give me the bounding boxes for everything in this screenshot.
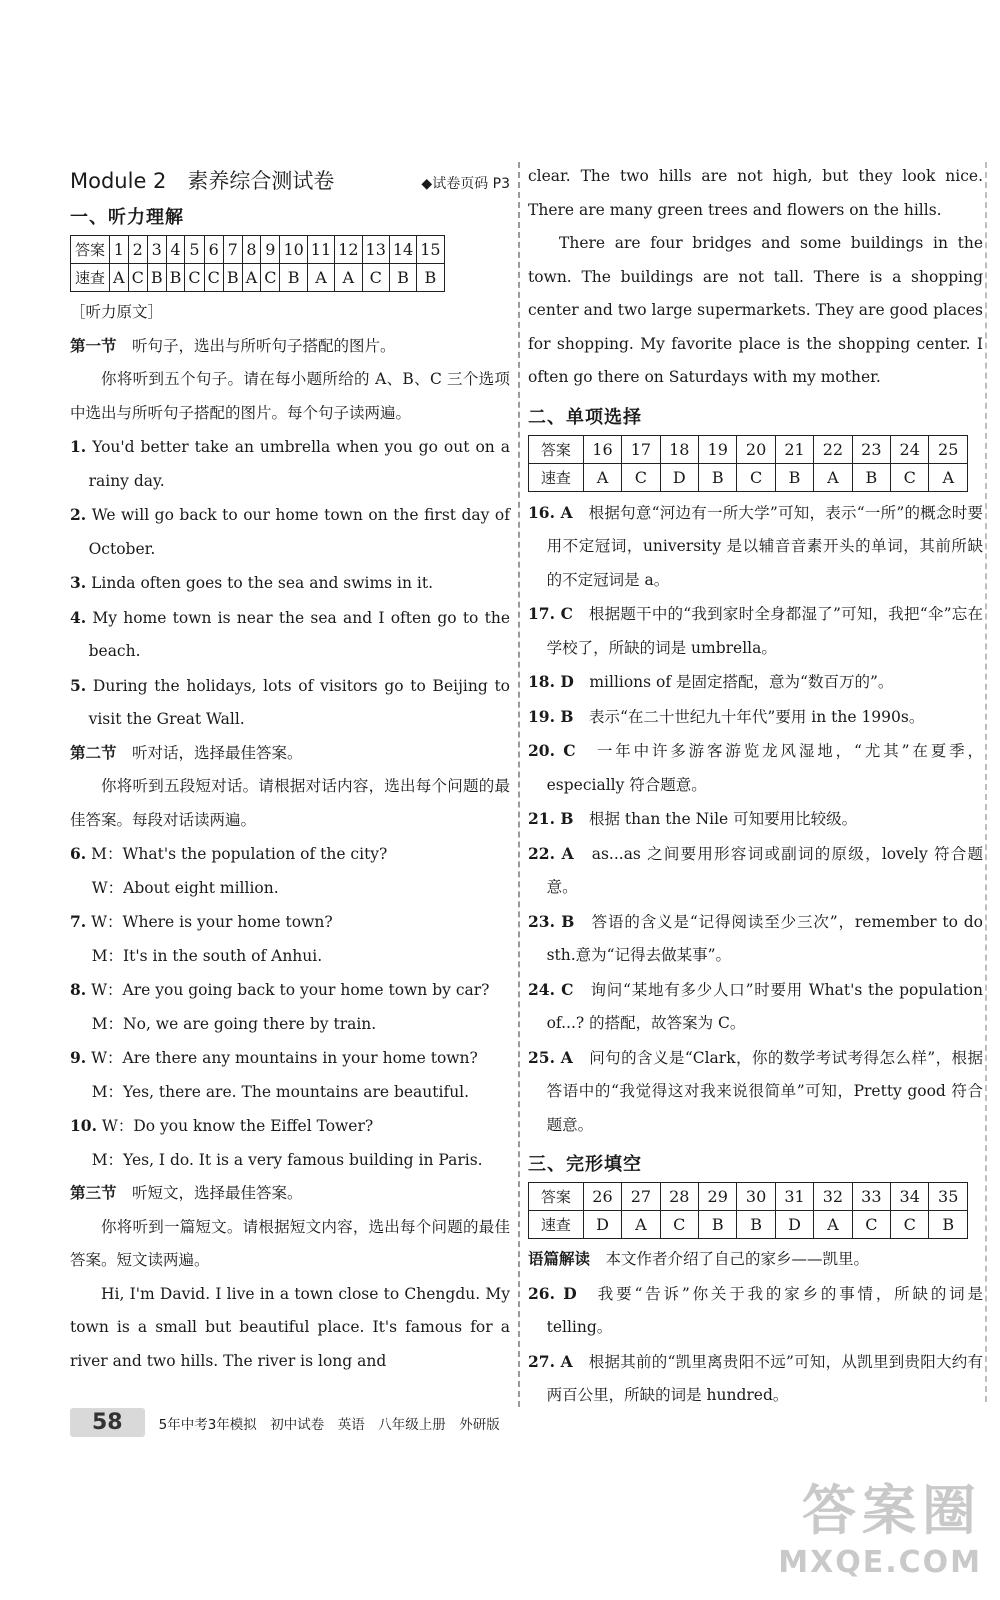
list-item: 5. During the holidays, lots of visitors go to Beijing to visit the Great Wall. — [70, 675, 511, 728]
passage-paragraph: There are four bridges and some buildings in the town. The buildings are not tall. There is a shopping center and two large supermarkets. They are good places for shopping. My favorite place is the shopping center. I often go there on Saturdays with my mother. — [528, 234, 983, 386]
book-info: 5年中考3年模拟 初中试卷 英语 八年级上册 外研版 — [158, 1416, 500, 1433]
transcript-label: ［听力原文］ — [70, 303, 164, 321]
dialogue-line: 6. M：What's the population of the city? — [70, 844, 388, 863]
dialogue-line: W：About eight million. — [91, 878, 279, 897]
explanation-item: 17. C 根据题干中的“我到家时全身都湿了”可知，我把“伞”忘在学校了，所缺的词是 umbrella。 — [528, 604, 984, 657]
explanation-item: 23. B 答语的含义是“记得阅读至少三次”，remember to do sth.意为“记得去做某事”。 — [528, 911, 983, 964]
section-choice-title: 二、单项选择 — [528, 406, 642, 428]
explanation-item: 20. C 一年中许多游客游览龙风湿地，“尤其”在夏季，especially 符合题意。 — [528, 741, 983, 794]
answer-table-26-35 — [528, 1182, 968, 1239]
dialogue-line: M：It's in the south of Anhui. — [91, 946, 323, 965]
watermark-logo — [778, 1468, 982, 1580]
page-footer — [70, 1408, 500, 1437]
explanation-item: 26. D 我要“告诉”你关于我的家乡的事情，所缺的词是 telling。 — [528, 1283, 983, 1336]
dialogue-line: M：No, we are going there by train. — [91, 1014, 377, 1033]
part1-heading: 第一节 听句子，选出与所听句子搭配的图片。 — [70, 336, 396, 355]
list-item: 2. We will go back to our home town on the first day of October. — [70, 505, 510, 558]
page-title: Module 2 素养综合测试卷 — [70, 169, 335, 193]
page-edge-dash — [985, 162, 987, 1402]
table-row: 速查 A C D B C B A B C A — [529, 463, 968, 491]
part3-heading: 第三节 听短文，选择最佳答案。 — [70, 1184, 303, 1202]
explanation-item: 16. A 根据句意“河边有一所大学”可知，表示“一所”的概念时要用不定冠词，university 是以辅音音素开头的单词，其前所缺的不定冠词是 a。 — [528, 502, 984, 589]
part1-instructions: 你将听到五个句子。请在每小题所给的 A、B、C 三个选项中选出与所听句子搭配的图片。每个句子读两遍。 — [70, 370, 510, 422]
dialogue-line: 9. W：Are there any mountains in your home town? — [70, 1048, 478, 1067]
explanation-item: 22. A as...as 之间要用形容词或副词的原级，lovely 符合题意。 — [528, 843, 983, 896]
dialogue-line: 7. W：Where is your home town? — [70, 912, 333, 931]
table-row: 答案 16 17 18 19 20 21 22 23 24 25 — [529, 435, 968, 463]
reading-summary: 语篇解读 本文作者介绍了自己的家乡——凯里。 — [528, 1250, 870, 1268]
dialogue-line: M：Yes, I do. It is a very famous building in Paris. — [91, 1150, 483, 1169]
watermark-text: 答案圈 — [802, 1479, 982, 1542]
table-row: 答案 26 27 28 29 30 31 32 33 34 35 — [529, 1183, 968, 1211]
passage-paragraph: clear. The two hills are not high, but they look nice. There are many green trees and flowers on the hills. — [528, 167, 983, 219]
column-divider — [518, 162, 520, 1407]
list-item: 4. My home town is near the sea and I often go to the beach. — [70, 607, 510, 660]
explanation-item: 21. B 根据 than the Nile 可知要用比较级。 — [528, 809, 858, 828]
part3-instructions: 你将听到一篇短文。请根据短文内容，选出每个问题的最佳答案。短文读两遍。 — [70, 1217, 510, 1269]
part2-heading: 第二节 听对话，选择最佳答案。 — [70, 743, 303, 762]
table-row: 速查 D A C B B D A C C B — [529, 1211, 968, 1239]
explanation-item: 24. C 询问“某地有多少人口”时要用 What's the population of...? 的搭配，故答案为 C。 — [528, 979, 983, 1032]
watermark-url: MXQE.COM — [778, 1545, 982, 1580]
list-item: 1. You'd better take an umbrella when you go out on a rainy day. — [70, 437, 510, 490]
section-cloze-title: 三、完形填空 — [528, 1154, 642, 1175]
dialogue-line: 8. W：Are you going back to your home town by car? — [70, 980, 490, 999]
page-number: 58 — [70, 1408, 145, 1437]
list-item: 3. Linda often goes to the sea and swims in it. — [70, 573, 434, 592]
explanation-item: 25. A 问句的含义是“Clark，你的数学考试考得怎么样”，根据答语中的“我觉得这对我来说很简单”可知，Pretty good 符合题意。 — [528, 1047, 983, 1134]
dialogue-line: 10. W：Do you know the Eiffel Tower? — [70, 1116, 374, 1135]
section-listening-title: 一、听力理解 — [70, 207, 184, 228]
answer-table-1-15 — [70, 235, 445, 292]
part2-instructions: 你将听到五段短对话。请根据对话内容，选出每个问题的最佳答案。每段对话读两遍。 — [70, 777, 510, 829]
right-column — [528, 160, 983, 1413]
page-reference: ◆试卷页码 P3 — [421, 176, 510, 192]
explanation-item: 18. D millions of 是固定搭配，意为“数百万的”。 — [528, 672, 894, 691]
left-column — [70, 160, 510, 1378]
table-row: 速查 A C B B C C B A C B A A C B B — [71, 264, 445, 292]
explanation-item: 19. B 表示“在二十世纪九十年代”要用 in the 1990s。 — [528, 706, 925, 726]
explanation-item: 27. A 根据其前的“凯里离贵阳不远”可知，从凯里到贵阳大约有两百公里，所缺的词是 hundred。 — [528, 1351, 983, 1404]
header — [70, 165, 510, 195]
dialogue-line: M：Yes, there are. The mountains are beautiful. — [91, 1082, 470, 1101]
passage-paragraph: Hi, I'm David. I live in a town close to Chengdu. My town is a small but beautiful place. It's famous for a river and two hills. The river is long and — [70, 1284, 510, 1370]
answer-table-16-25 — [528, 435, 968, 492]
table-row: 答案 1 2 3 4 5 6 7 8 9 10 11 12 13 14 15 — [71, 236, 445, 264]
